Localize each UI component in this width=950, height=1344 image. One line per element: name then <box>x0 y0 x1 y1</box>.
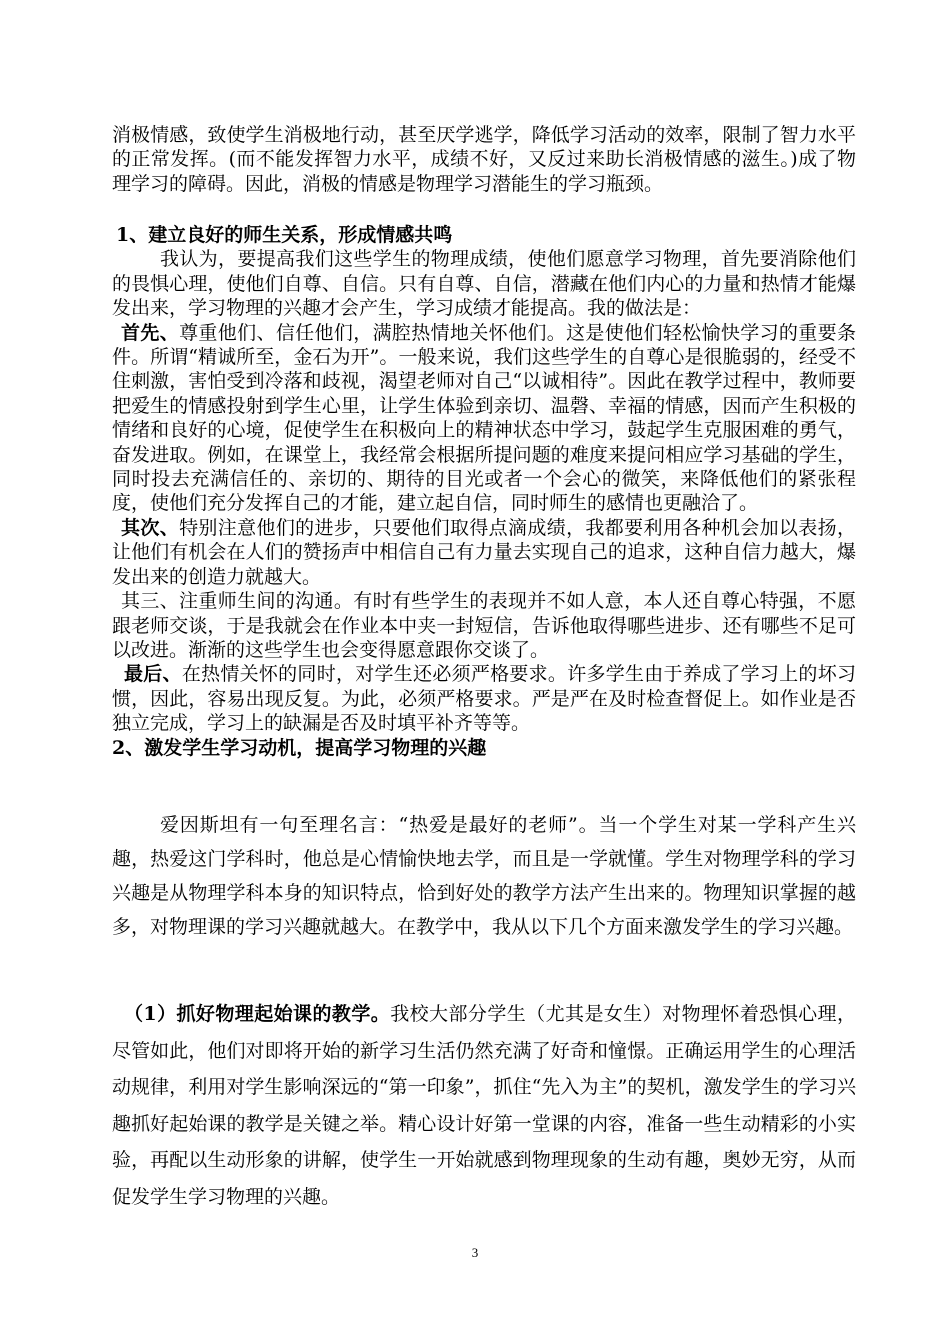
section-2-heading: 2、激发学生学习动机，提高学习物理的兴趣 <box>112 736 487 759</box>
section-1-heading: 1、建立良好的师生关系，形成情感共鸣 <box>116 224 453 246</box>
section-2-item-1-block <box>112 996 856 1215</box>
second-point-lead: 其次、 <box>121 516 180 539</box>
section-1 <box>112 223 856 760</box>
last-point-text: 在热情关怀的同时，对学生还必须严格要求。许多学生由于养成了学习上的坏习惯，因此，容易出现反复。为此，必须严格要求。严是严在及时检查督促上。如作业是否独立完成，学习上的缺漏是否及时填平补齐等等。 <box>112 663 856 735</box>
section-2-intro-paragraph: 爱因斯坦有一句至理名言：“热爱是最好的老师”。当一个学生对某一学科产生兴趣，热爱这门学科时，他总是心情愉快地去学，而且是一学就懂。学生对物理学科的学习兴趣是从物理学科本身的知识特点，恰到好处的教学方法产生出来的。物理知识掌握的越多，对物理课的学习兴趣就越大。在教学中，我从以下几个方面来激发学生的学习兴趣。 <box>112 814 856 938</box>
intro-paragraph: 消极情感，致使学生消极地行动，甚至厌学逃学，降低学习活动的效率，限制了智力水平的正常发挥。(而不能发挥智力水平，成绩不好，又反过来助长消极情感的滋生。)成了物理学习的障碍。因此，消极的情感是物理学习潜能生的学习瓶颈。 <box>112 124 856 195</box>
item-1-lead: （1）抓好物理起始课的教学。 <box>124 1003 391 1025</box>
item-1-paragraph <box>112 996 856 1215</box>
section-2-intro-block <box>112 808 856 944</box>
second-point-text: 特别注意他们的进步，只要他们取得点滴成绩，我都要利用各种机会加以表扬，让他们有机会在人们的赞扬声中相信自己有力量去实现自己的追求，这种自信力越大，爆发出来的创造力就越大。 <box>112 516 856 588</box>
page-number: 3 <box>471 1245 479 1260</box>
intro-block <box>112 123 856 196</box>
third-point-paragraph: 其三、注重师生间的沟通。有时有些学生的表现并不如人意，本人还自尊心特强，不愿跟老师交谈，于是我就会在作业本中夹一封短信，告诉他取得哪些进步、还有哪些不足可以改进。渐渐的这些学生也会变得愿意跟你交谈了。 <box>112 590 856 661</box>
section-1-intro-paragraph: 我认为，要提高我们这些学生的物理成绩，使他们愿意学习物理，首先要消除他们的畏惧心理，使他们自尊、自信。只有自尊、自信，潜藏在他们内心的力量和热情才能爆发出来，学习物理的兴趣才会产生，学习成绩才能提高。我的做法是： <box>112 248 856 320</box>
last-point-lead: 最后、 <box>124 663 182 686</box>
first-point-lead: 首先、 <box>121 321 180 344</box>
item-1-text: 我校大部分学生（尤其是女生）对物理怀着恐惧心理，尽管如此，他们对即将开始的新学习生活仍然充满了好奇和憧憬。正确运用学生的心理活动规律，利用对学生影响深远的“第一印象”，抓住“先入为主”的契机，激发学生的学习兴趣抓好起始课的教学是关键之举。精心设计好第一堂课的内容，准备一些生动精彩的小实验，再配以生动形象的讲解，使学生一开始就感到物理现象的生动有趣，奥妙无穷，从而促发学生学习物理的兴趣。 <box>112 1003 856 1208</box>
second-point-paragraph <box>112 516 856 589</box>
first-point-paragraph <box>112 321 856 516</box>
last-point-paragraph <box>112 662 856 735</box>
first-point-text: 尊重他们、信任他们，满腔热情地关怀他们。这是使他们轻松愉快学习的重要条件。所谓“精诚所至，金石为开”。一般来说，我们这些学生的自尊心是很脆弱的，经受不住刺激，害怕受到冷落和歧视，渴望老师对自己“以诚相待”。因此在教学过程中，教师要把爱生的情感投射到学生心里，让学生体验到亲切、温磬、幸福的情感，因而产生积极的情绪和良好的心境，促使学生在积极向上的精神状态中学习，鼓起学生克服困难的勇气，奋发进取。例如，在课堂上，我经常会根据所提问题的难度来提问相应学习基础的学生，同时投去充满信任的、亲切的、期待的目光或者一个会心的微笑，来降低他们的紧张程度，使他们充分发挥自己的才能，建立起自信，同时师生的感情也更融洽了。 <box>112 321 856 515</box>
